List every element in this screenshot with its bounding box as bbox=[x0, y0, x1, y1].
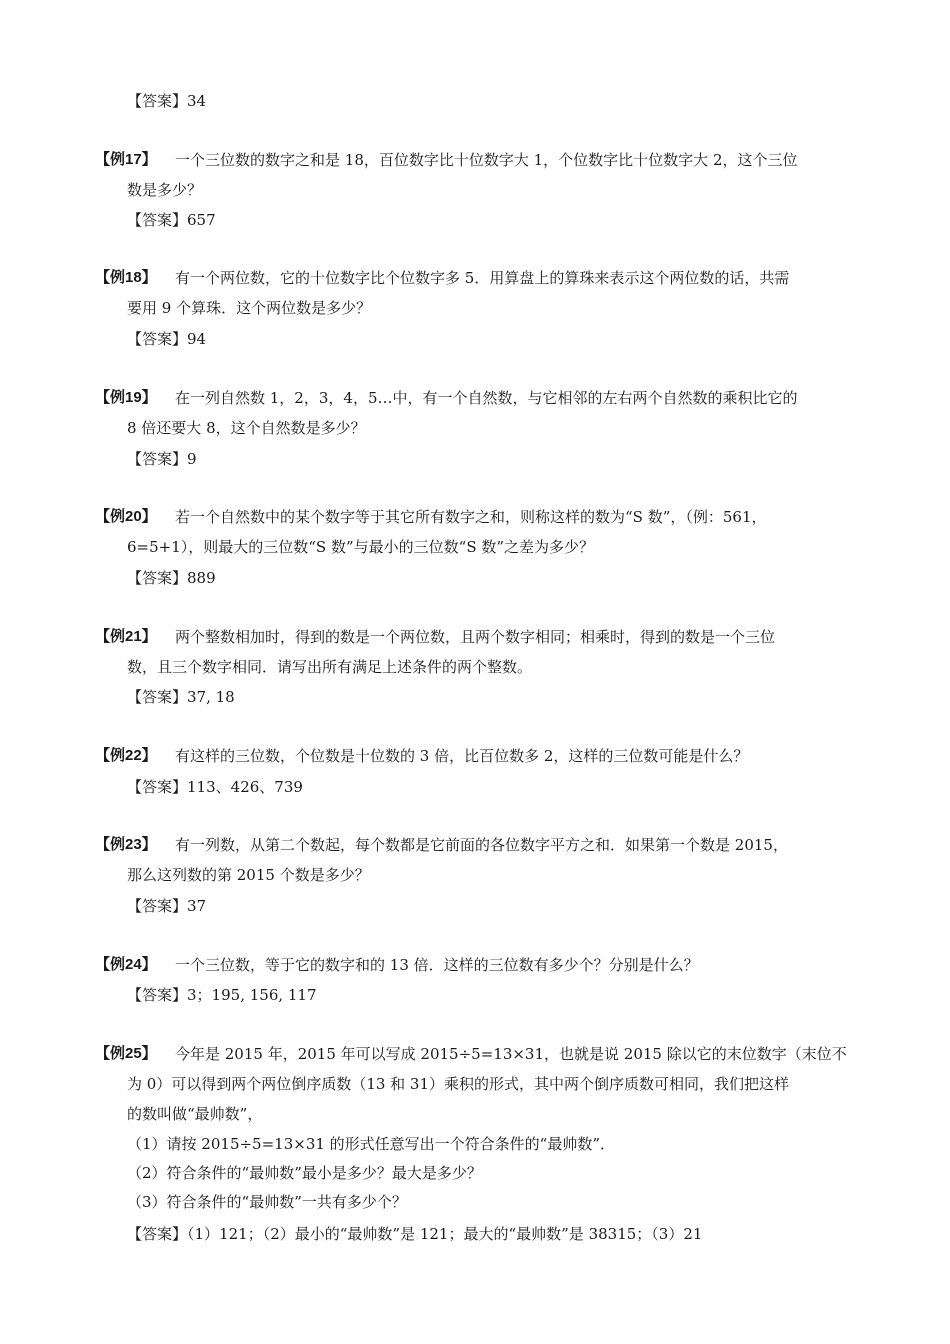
example-text-line: 数是多少？ bbox=[127, 181, 203, 199]
example-text-line: 的数叫做“最帅数”， bbox=[127, 1105, 263, 1123]
answer-line bbox=[127, 896, 860, 916]
example-text-line: 为 0）可以得到两个两位倒序质数（13 和 31）乘积的形式，其中两个倒序质数可相同，我们把这样 bbox=[127, 1075, 790, 1093]
example-text-line: （1）请按 2015÷5=13×31 的形式任意写出一个符合条件的“最帅数”． bbox=[127, 1135, 616, 1153]
example-label: 【例18】 bbox=[95, 269, 157, 286]
answer-value: 94 bbox=[187, 330, 207, 348]
answer-value: 37 bbox=[187, 897, 207, 915]
example-text-line: 有一个两位数，它的十位数字比个位数字多 5．用算盘上的算珠来表示这个两位数的话，共需 bbox=[175, 269, 790, 287]
example-text-line: 有这样的三位数，个位数是十位数的 3 倍，比百位数多 2，这样的三位数可能是什么？ bbox=[175, 747, 749, 765]
example-text-line: 那么这列数的第 2015 个数是多少？ bbox=[127, 866, 370, 884]
example-text-line: 两个整数相加时，得到的数是一个两位数，且两个数字相同；相乘时，得到的数是一个三位 bbox=[175, 628, 776, 646]
answer-label: 【答案】 bbox=[127, 897, 188, 915]
example-label: 【例20】 bbox=[95, 508, 157, 525]
answer-line bbox=[127, 449, 860, 469]
example-label: 【例25】 bbox=[95, 1045, 157, 1062]
example-text-line: 一个三位数，等于它的数字和的 13 倍．这样的三位数有多少个？分别是什么？ bbox=[175, 956, 699, 974]
answer-line bbox=[127, 568, 860, 588]
example-text-line: 若一个自然数中的某个数字等于其它所有数字之和，则称这样的数为“S 数”，（例：561， bbox=[175, 508, 767, 526]
answer-value: 657 bbox=[187, 211, 216, 229]
example-text-line: （3）符合条件的“最帅数”一共有多少个？ bbox=[127, 1193, 407, 1211]
answer-label: 【答案】 bbox=[127, 211, 188, 229]
example-text-line: 在一列自然数 1，2，3，4，5…中，有一个自然数，与它相邻的左右两个自然数的乘积比它的 bbox=[175, 389, 798, 407]
example-label: 【例23】 bbox=[95, 836, 157, 853]
answer-line bbox=[127, 91, 860, 111]
answer-value: 889 bbox=[187, 569, 216, 587]
answer-line bbox=[127, 687, 860, 707]
answer-line bbox=[127, 777, 860, 797]
answer-label: 【答案】 bbox=[127, 569, 188, 587]
answer-label: 【答案】 bbox=[127, 688, 188, 706]
answer-value: （1）121；（2）最小的“最帅数”是 121；最大的“最帅数”是 38315；（3）21 bbox=[187, 1225, 703, 1243]
example-label: 【例19】 bbox=[95, 389, 157, 406]
example-text-line: （2）符合条件的“最帅数”最小是多少？最大是多少？ bbox=[127, 1164, 482, 1182]
answer-label: 【答案】 bbox=[127, 330, 188, 348]
answer-value: 3；195, 156, 117 bbox=[187, 986, 317, 1004]
answer-label: 【答案】 bbox=[127, 778, 188, 796]
example-text-line: 数，且三个数字相同．请写出所有满足上述条件的两个整数。 bbox=[127, 658, 533, 676]
example-text-line: 有一列数，从第二个数起，每个数都是它前面的各位数字平方之和．如果第一个数是 2015， bbox=[175, 836, 788, 854]
answer-line bbox=[127, 985, 860, 1005]
answer-value: 113、426、739 bbox=[187, 778, 303, 796]
answer-label: 【答案】 bbox=[127, 450, 188, 468]
example-label: 【例22】 bbox=[95, 747, 157, 764]
example-text-line: 8 倍还要大 8，这个自然数是多少？ bbox=[127, 419, 366, 437]
answer-label: 【答案】 bbox=[127, 92, 188, 110]
answer-label: 【答案】 bbox=[127, 1225, 188, 1243]
answer-value: 37, 18 bbox=[187, 688, 235, 706]
answer-line bbox=[127, 210, 860, 230]
example-text-line: 6=5+1），则最大的三位数“S 数”与最小的三位数“S 数”之差为多少？ bbox=[127, 538, 595, 556]
example-label: 【例21】 bbox=[95, 628, 157, 645]
example-text-line: 要用 9 个算珠．这个两位数是多少？ bbox=[127, 299, 372, 317]
example-text-line: 今年是 2015 年，2015 年可以写成 2015÷5=13×31，也就是说 2015 除以它的末位数字（末位不 bbox=[175, 1045, 847, 1063]
example-label: 【例17】 bbox=[95, 151, 157, 168]
answer-line bbox=[127, 329, 860, 349]
answer-value: 9 bbox=[187, 450, 197, 468]
answer-line bbox=[127, 1224, 860, 1244]
example-text-line: 一个三位数的数字之和是 18，百位数字比十位数字大 1，个位数字比十位数字大 2，这个三位 bbox=[175, 151, 798, 169]
answer-label: 【答案】 bbox=[127, 986, 188, 1004]
answer-value: 34 bbox=[187, 92, 207, 110]
example-label: 【例24】 bbox=[95, 956, 157, 973]
